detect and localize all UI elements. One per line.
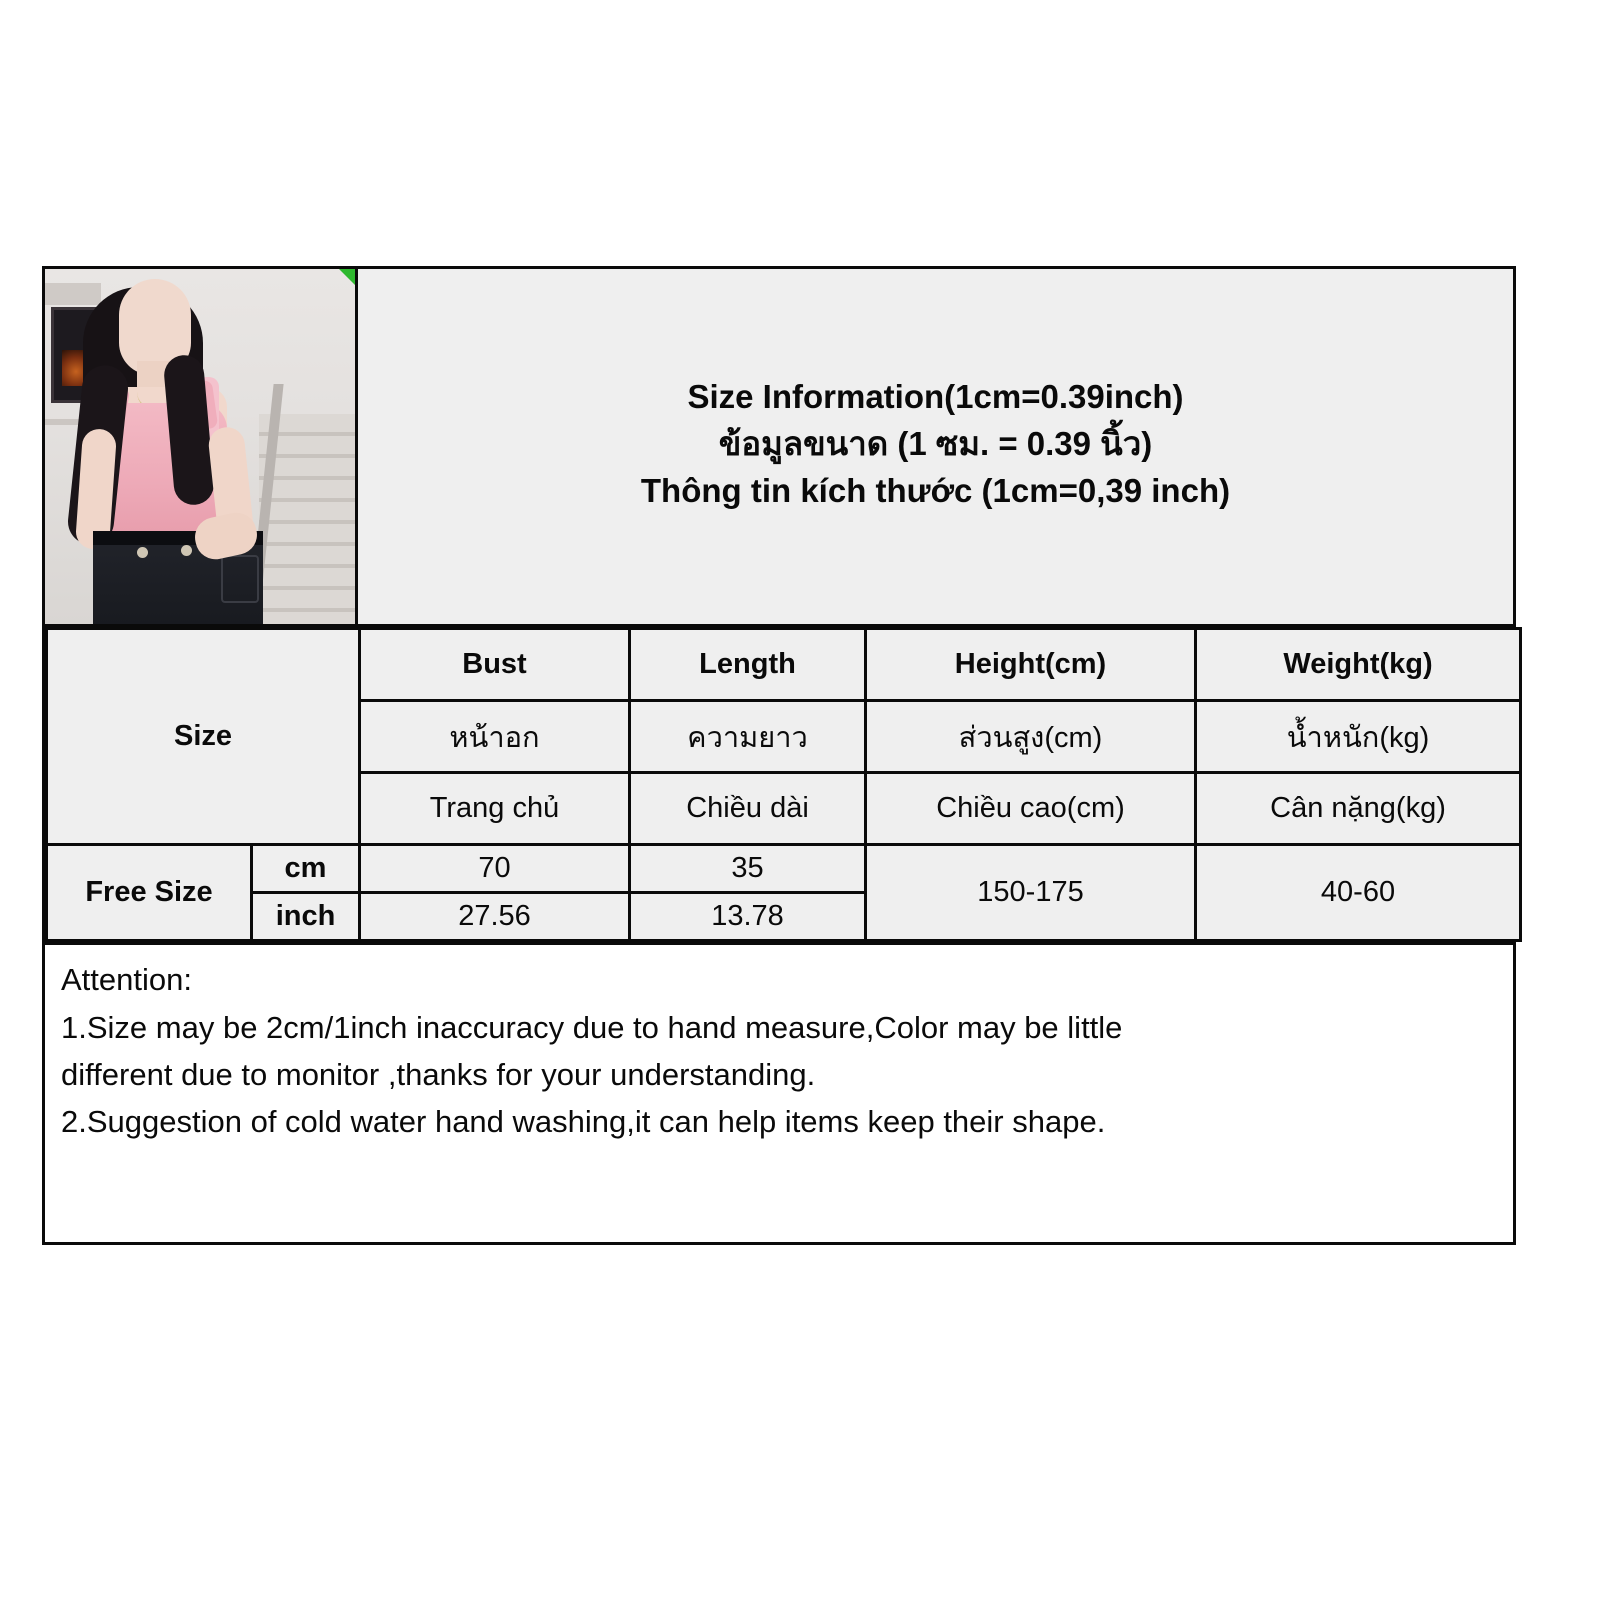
title-block <box>358 269 1513 624</box>
size-chart-sheet <box>42 266 1516 1245</box>
column-header-height-vi: Chiều cao(cm) <box>866 773 1196 845</box>
photo-jean-pocket-shape <box>221 555 259 603</box>
value-length-inch: 13.78 <box>630 893 866 941</box>
header-section <box>45 269 1513 627</box>
column-header-weight-th: น้ำหนัก(kg) <box>1196 701 1521 773</box>
title-line-vietnamese: Thông tin kích thước (1cm=0,39 inch) <box>640 471 1231 509</box>
value-bust-inch: 27.56 <box>360 893 630 941</box>
model-photo <box>45 269 355 624</box>
green-corner-icon <box>338 269 356 286</box>
attention-note-1-line-1: 1.Size may be 2cm/1inch inaccuracy due to hand measure,Color may be little <box>61 1009 1123 1045</box>
column-header-height-th: ส่วนสูง(cm) <box>866 701 1196 773</box>
column-header-bust-th: หน้าอก <box>360 701 630 773</box>
title-line-english: Size Information(1cm=0.39inch) <box>687 378 1184 416</box>
attention-title: Attention: <box>61 962 192 997</box>
product-photo-cell <box>45 269 358 624</box>
measurement-table <box>45 627 1522 942</box>
column-header-weight-vi: Cân nặng(kg) <box>1196 773 1521 845</box>
attention-note-2: 2.Suggestion of cold water hand washing,it can help items keep their shape. <box>61 1103 1106 1139</box>
photo-jean-button-1-shape <box>137 547 148 558</box>
unit-cell-inch: inch <box>252 893 360 941</box>
photo-shelf-shape <box>45 283 101 305</box>
value-height-range: 150-175 <box>866 845 1196 941</box>
column-header-height-en: Height(cm) <box>866 629 1196 701</box>
value-bust-cm: 70 <box>360 845 630 893</box>
column-header-bust-vi: Trang chủ <box>360 773 630 845</box>
column-header-weight-en: Weight(kg) <box>1196 629 1521 701</box>
column-header-bust-en: Bust <box>360 629 630 701</box>
photo-jean-button-2-shape <box>181 545 192 556</box>
value-length-cm: 35 <box>630 845 866 893</box>
attention-section <box>45 942 1513 1242</box>
size-header-cell: Size <box>47 629 360 845</box>
attention-note-1-line-2: different due to monitor ,thanks for your understanding. <box>61 1056 816 1092</box>
unit-cell-cm: cm <box>252 845 360 893</box>
value-weight-range: 40-60 <box>1196 845 1521 941</box>
table-row-free-size-cm <box>47 845 1521 893</box>
table-header-row-en <box>47 629 1521 701</box>
column-header-length-en: Length <box>630 629 866 701</box>
column-header-length-vi: Chiều dài <box>630 773 866 845</box>
row-label-free-size: Free Size <box>47 845 252 941</box>
title-line-thai: ข้อมูลขนาด (1 ซม. = 0.39 นิ้ว) <box>718 425 1153 463</box>
column-header-length-th: ความยาว <box>630 701 866 773</box>
